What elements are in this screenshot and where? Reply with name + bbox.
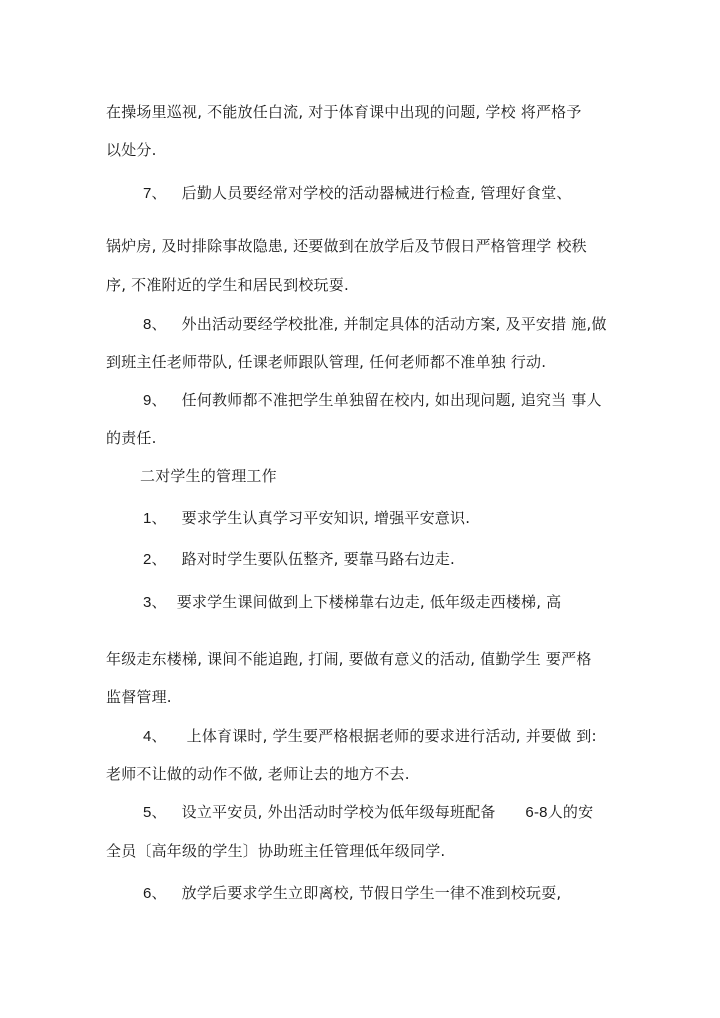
list-item-4 [143,726,616,747]
item-text: 任何教师都不准把学生单独留在校内, 如出现问题, 追究当 事人 [181,391,602,409]
item-text: 路对时学生要队伍整齐, 要靠马路右边走. [181,550,455,568]
text-line: 老师不让做的动作不做, 老师让去的地方不去. [106,765,410,783]
item-number: 5、 [143,804,167,821]
item-number: 8、 [143,316,167,333]
list-item-8 [143,314,616,335]
item-text: 要求学生课间做到上下楼梯靠右边走, 低年级走西楼梯, 高 [176,593,562,611]
item-text: 外出活动要经学校批准, 并制定具体的活动方案, 及平安措 施,做 [181,315,607,333]
text-line: 序, 不准附近的学生和居民到校玩耍. [106,276,349,294]
list-item-1 [143,508,616,529]
list-item-6 [143,883,616,904]
section-heading: 二对学生的管理工作 [140,467,277,485]
item-number: 2、 [143,551,167,568]
item-text: 放学后要求学生立即离校, 节假日学生一律不准到校玩耍, [181,884,562,902]
item-text: 后勤人员要经常对学校的活动器械进行检查, 管理好食堂、 [181,184,572,202]
list-item-5 [143,802,616,823]
list-item-9 [143,390,616,411]
text-line: 的责任. [106,429,157,447]
text-line: 全员〔高年级的学生〕协助班主任管理低年级同学. [106,842,446,860]
item-number: 1、 [143,510,167,527]
list-item-7 [143,183,616,204]
text-line: 到班主任老师带队, 任课老师跟队管理, 任何老师都不准单独 行动. [106,353,547,371]
text-line: 以处分. [106,141,157,159]
list-item-2 [143,549,616,570]
item-number: 3、 [143,594,167,611]
item-text: 人的安 [547,803,594,821]
text-line: 锅炉房, 及时排除事故隐患, 还要做到在放学后及节假日严格管理学 校秩 [106,237,587,255]
item-text: 设立平安员, 外出活动时学校为低年级每班配备 [181,803,496,821]
item-text: 上体育课时, 学生要严格根据老师的要求进行活动, 并要做 到: [186,727,597,745]
item-text: 要求学生认真学习平安知识, 增强平安意识. [181,509,471,527]
item-number: 4、 [143,728,167,745]
text-line: 年级走东楼梯, 课间不能追跑, 打闹, 要做有意义的活动, 值勤学生 要严格 [106,650,592,668]
list-item-3 [143,592,616,613]
item-number: 9、 [143,392,167,409]
item-number: 6、 [143,885,167,902]
item-number: 7、 [143,185,167,202]
text-line: 在操场里巡视, 不能放任白流, 对于体育课中出现的问题, 学校 将严格予 [106,103,582,121]
text-line: 监督管理. [106,688,172,706]
item-text-number: 6-8 [525,804,548,821]
